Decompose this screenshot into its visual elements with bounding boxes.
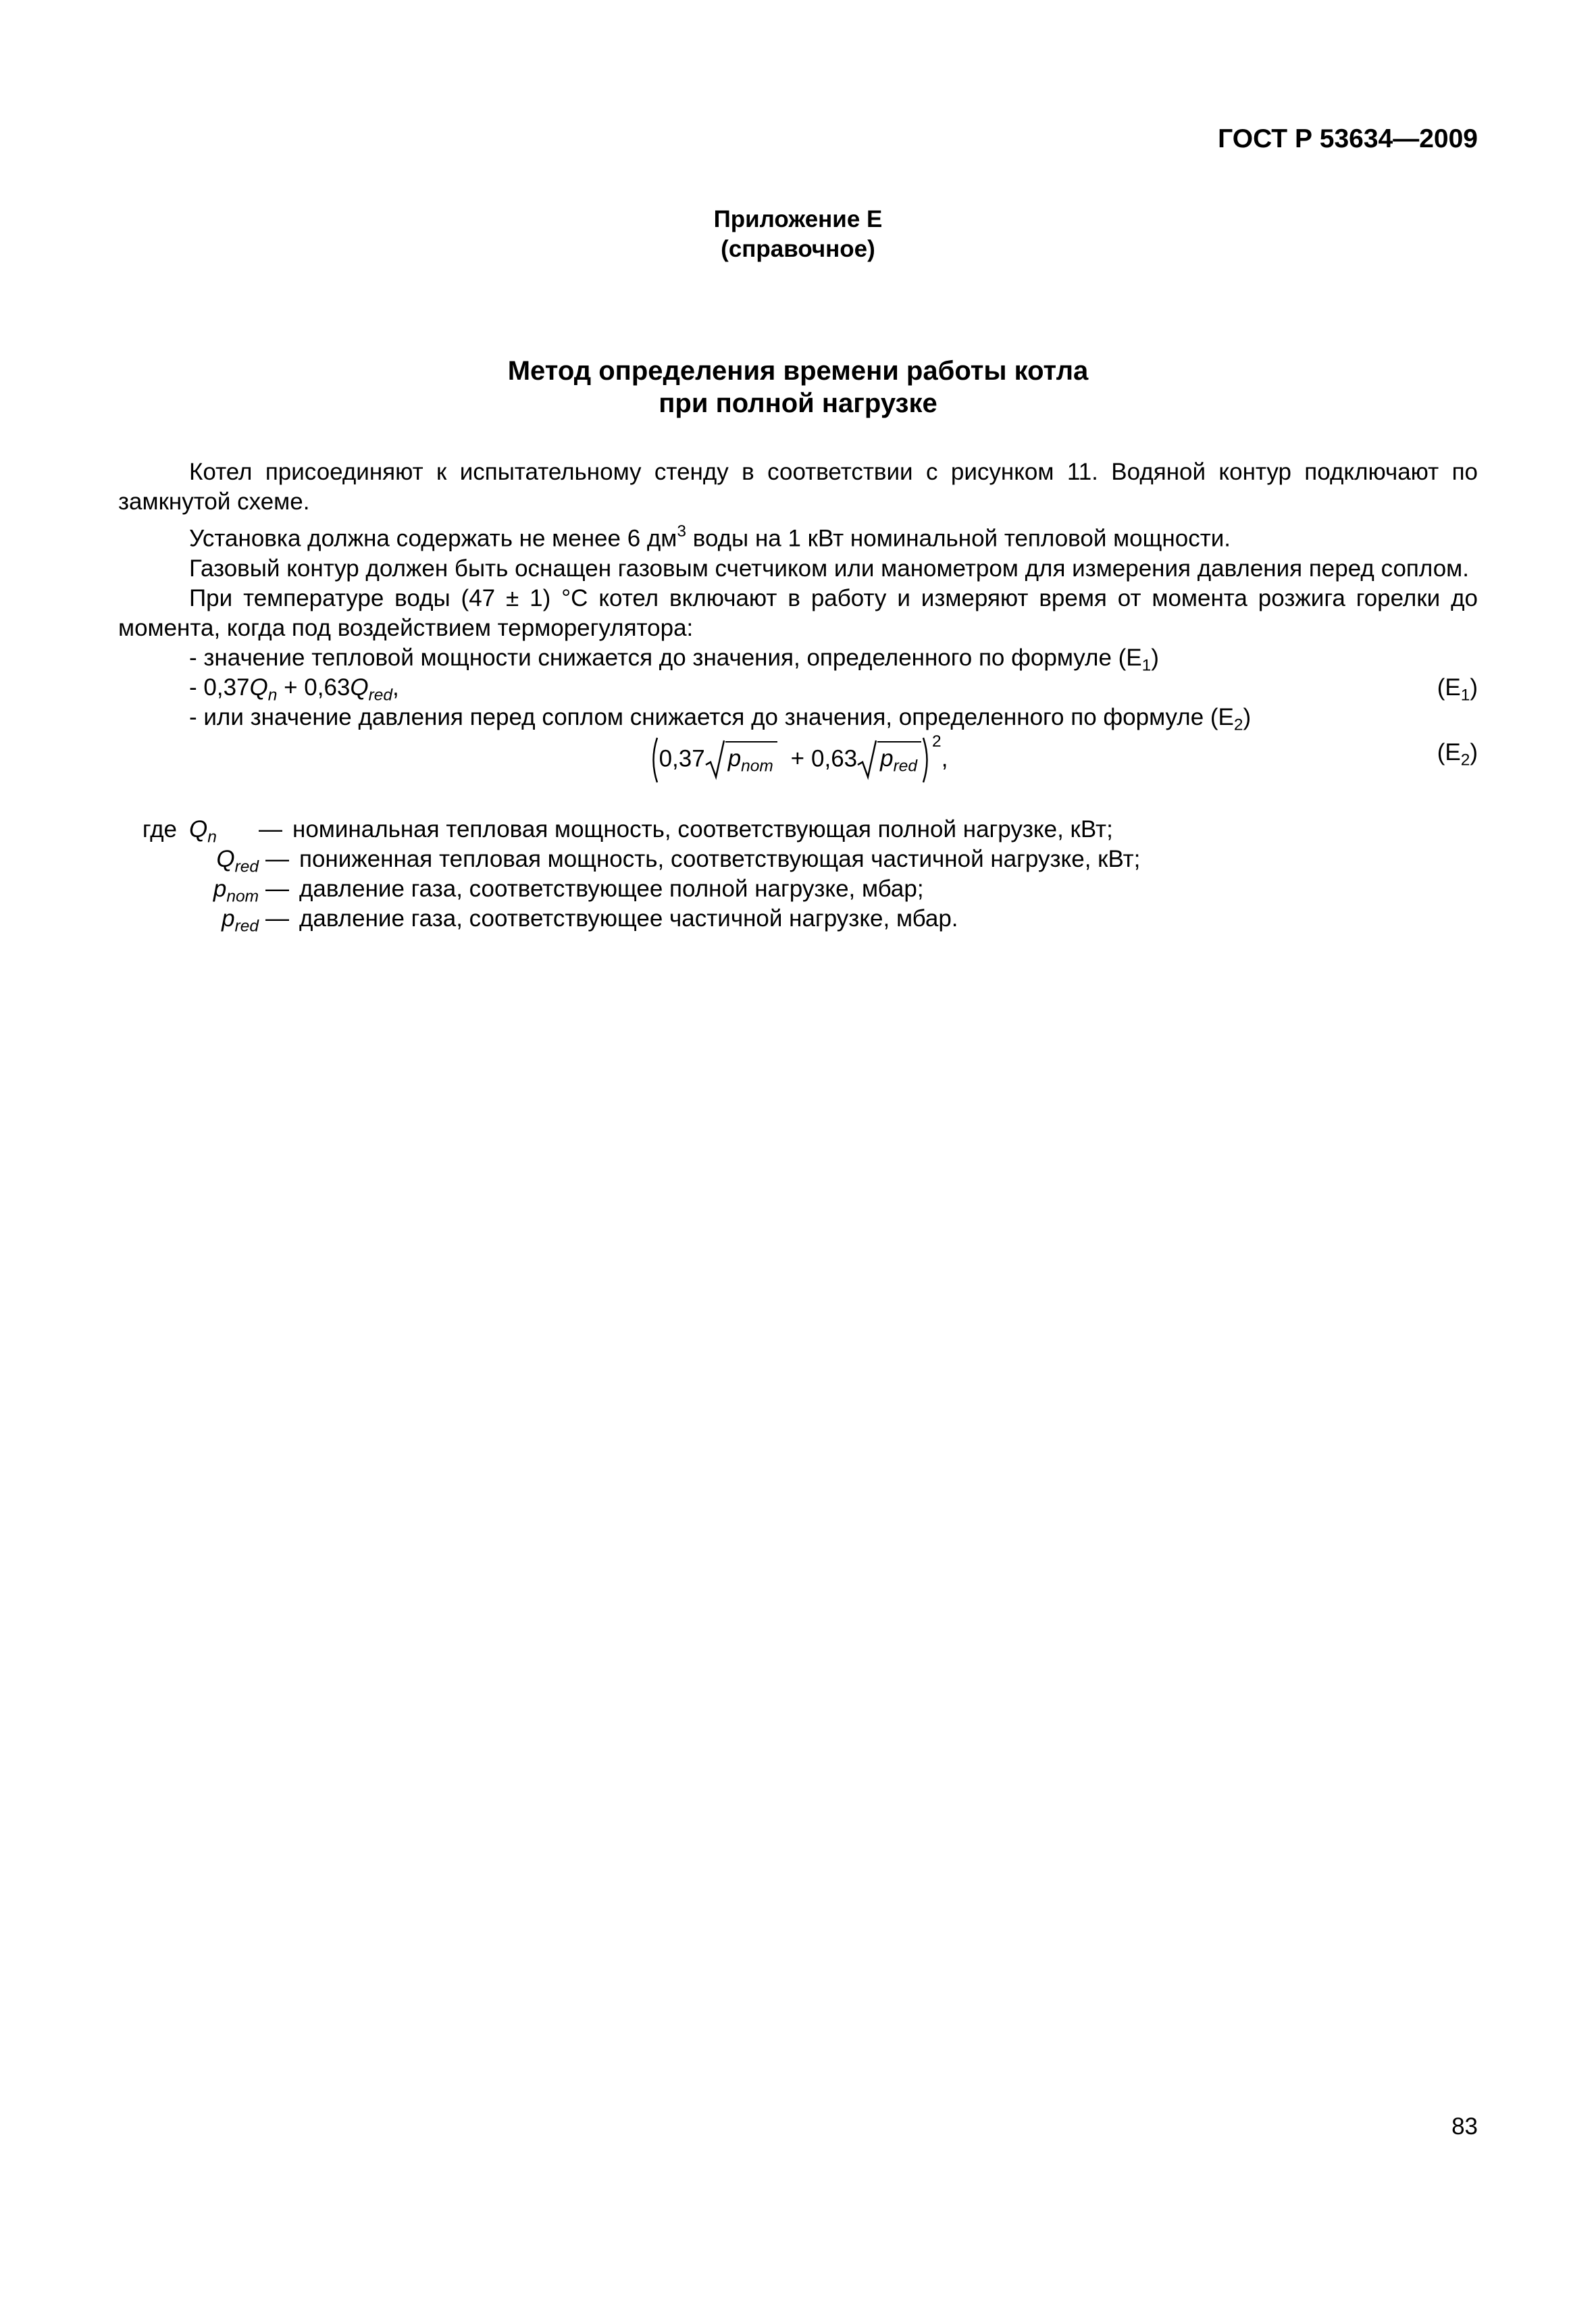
formula-e2-radicand-2 [877,741,921,776]
body-text [118,457,1478,934]
formula-e1-q: Q [249,674,268,701]
definition-row: $Q_{red}$ — пониженная тепловая мощность, соответствующая частичной нагрузке, кВт; [216,845,1141,876]
formula-e1-prefix: - 0,37 [189,674,250,701]
formula-e1-q2-sub: red [368,686,393,705]
section-title-line1: Метод определения времени работы котла [507,356,1089,386]
left-paren-icon [648,736,659,784]
formula-e1-end: , [392,674,399,701]
section-title-line2: при полной нагрузке [659,388,937,418]
list-item-1-sub: 1 [1141,656,1152,675]
right-paren-icon [921,736,932,784]
sqrt-icon [857,739,877,781]
list-item-3 [118,703,1478,732]
definition-text: давление газа, соответствующее полной нагрузке, мбар; [299,875,924,902]
list-item-3-sub: 2 [1233,715,1243,734]
list-item-2 [118,673,1478,703]
formula-e1-q-sub: n [267,686,278,705]
formula-e2-var1-sub: nom [741,757,773,776]
definition-row: $p_{red}$ — давление газа, соответствующее частичной нагрузке, мбар. [222,905,958,936]
page-number: 83 [1451,2113,1478,2140]
paragraph-3: Газовый контур должен быть оснащен газовым счетчиком или манометром для измерения давления перед соплом. [189,555,1469,582]
list-item-1 [118,643,1478,673]
definition-row: где $Q_n$ — номинальная тепловая мощность, соответствующая полной нагрузке, кВт; [118,815,1478,845]
sqrt-icon [705,739,725,781]
paragraph-2-sup: 3 [677,522,687,540]
appendix-subtitle: (справочное) [721,236,875,262]
equation-number-e2: $(Е_2)$ [1437,738,1478,770]
where-label: где [142,815,177,842]
formula-e2 [118,732,1478,784]
paragraph-2-text-a: Установка должна содержать не менее 6 дм [189,525,677,552]
appendix-title: Приложение Е [713,206,883,232]
list-item-3-text: - или значение давления перед соплом снижается до значения, определенного по формуле (Е [189,703,1234,730]
formula-e2-end: , [941,745,948,772]
formula-e2-var2-sub: red [893,757,918,776]
paragraph-2-text-b: воды на 1 кВт номинальной тепловой мощности. [686,525,1231,552]
standard-designation: ГОСТ Р 53634—2009 [1218,124,1478,153]
list-item-1-close: ) [1151,644,1159,671]
formula-e1-mid: + 0,63 [277,674,351,701]
formula-e2-coef1: 0,37 [659,745,705,772]
formula-e2-coef2: 0,63 [811,745,858,772]
formula-e2-plus: + [790,745,805,772]
definitions-list [118,815,1478,934]
definition-row: $p_{nom}$ — давление газа, соответствующее полной нагрузке, мбар; [213,875,924,906]
equation-number-e1: $(Е_1)$ [1437,674,1478,705]
formula-e2-radicand-1 [725,741,777,776]
list-item-1-text: - значение тепловой мощности снижается до значения, определенного по формуле (Е [189,644,1142,671]
formula-e2-line [118,732,1478,790]
paragraph-2 [118,517,1478,554]
formula-e2-var1: p [727,745,742,772]
list-item-3-close: ) [1243,703,1252,730]
formula-e2-var2: p [880,745,894,772]
definition-text: номинальная тепловая мощность, соответствующая полной нагрузке, кВт; [292,815,1113,842]
formula-e1-q2: Q [350,674,369,701]
paragraph-4: При температуре воды (47 ± 1) °С котел включают в работу и измеряют время от момента розжига горелки до момента, когда под воздействием терморегулятора: [118,584,1478,641]
paragraph-1: Котел присоединяют к испытательному стенду в соответствии с рисунком 11. Водяной контур подключают по замкнутой схеме. [118,459,1478,515]
formula-e2-power: 2 [932,732,942,751]
definition-text: пониженная тепловая мощность, соответствующая частичной нагрузке, кВт; [299,845,1141,872]
definition-text: давление газа, соответствующее частичной нагрузке, мбар. [299,905,958,932]
